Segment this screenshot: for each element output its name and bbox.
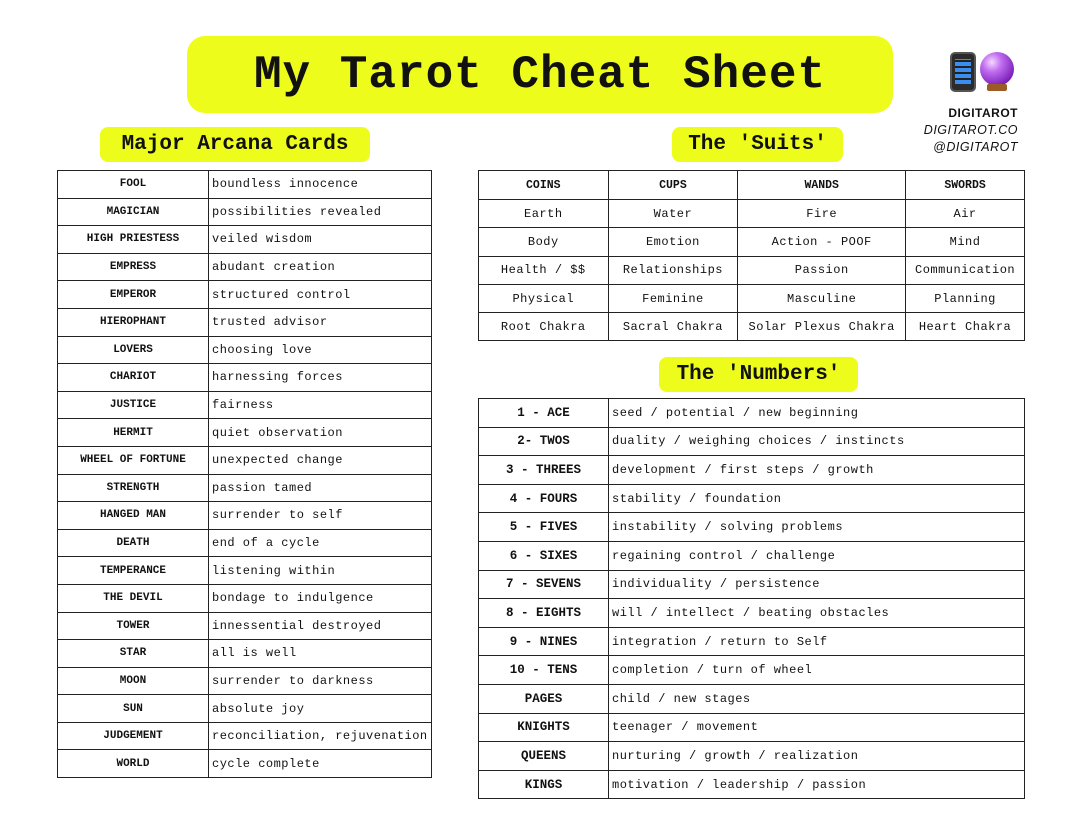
- suit-cell: Sacral Chakra: [608, 313, 738, 341]
- suit-cell: Air: [906, 200, 1025, 228]
- card-name: FOOL: [58, 171, 209, 199]
- table-row: [479, 684, 1025, 713]
- number-meaning: nurturing / growth / realization: [609, 742, 1025, 771]
- page-title: My Tarot Cheat Sheet: [253, 48, 827, 101]
- number-name: PAGES: [479, 684, 609, 713]
- card-meaning: unexpected change: [209, 446, 432, 474]
- suit-cell: Communication: [906, 256, 1025, 284]
- table-row: [479, 456, 1025, 485]
- table-row: [58, 750, 432, 778]
- number-meaning: stability / foundation: [609, 484, 1025, 513]
- brand-icons: [878, 52, 1014, 92]
- card-name: STAR: [58, 640, 209, 668]
- table-row: [479, 570, 1025, 599]
- suit-cell: Feminine: [608, 284, 738, 312]
- number-meaning: motivation / leadership / passion: [609, 770, 1025, 799]
- table-row: [58, 529, 432, 557]
- numbers-table: [478, 398, 1025, 799]
- table-row: [479, 484, 1025, 513]
- card-name: SUN: [58, 695, 209, 723]
- suits-heading: The 'Suits': [672, 127, 843, 162]
- card-meaning: end of a cycle: [209, 529, 432, 557]
- card-meaning: surrender to darkness: [209, 667, 432, 695]
- table-row: [58, 226, 432, 254]
- card-meaning: trusted advisor: [209, 308, 432, 336]
- suit-header: CUPS: [608, 171, 738, 200]
- card-name: HIEROPHANT: [58, 308, 209, 336]
- table-row: [479, 427, 1025, 456]
- number-name: KINGS: [479, 770, 609, 799]
- card-meaning: boundless innocence: [209, 171, 432, 199]
- table-row: [58, 640, 432, 668]
- table-row: [479, 200, 1025, 228]
- table-row: [58, 281, 432, 309]
- table-row: [479, 256, 1025, 284]
- card-name: HERMIT: [58, 419, 209, 447]
- suit-cell: Heart Chakra: [906, 313, 1025, 341]
- suit-cell: Physical: [479, 284, 609, 312]
- suit-header: WANDS: [738, 171, 906, 200]
- suit-cell: Fire: [738, 200, 906, 228]
- card-name: THE DEVIL: [58, 584, 209, 612]
- card-name: MAGICIAN: [58, 198, 209, 226]
- crystal-ball-icon: [980, 52, 1014, 86]
- card-name: EMPEROR: [58, 281, 209, 309]
- card-name: TEMPERANCE: [58, 557, 209, 585]
- suit-cell: Emotion: [608, 228, 738, 256]
- suit-cell: Earth: [479, 200, 609, 228]
- number-meaning: will / intellect / beating obstacles: [609, 599, 1025, 628]
- card-meaning: structured control: [209, 281, 432, 309]
- table-row: [58, 474, 432, 502]
- suit-cell: Health / $$: [479, 256, 609, 284]
- number-name: 2- TWOS: [479, 427, 609, 456]
- table-row: [58, 446, 432, 474]
- card-name: EMPRESS: [58, 253, 209, 281]
- number-meaning: instability / solving problems: [609, 513, 1025, 542]
- card-meaning: all is well: [209, 640, 432, 668]
- card-meaning: listening within: [209, 557, 432, 585]
- card-meaning: passion tamed: [209, 474, 432, 502]
- table-row: [58, 695, 432, 723]
- table-row: [58, 253, 432, 281]
- number-name: 3 - THREES: [479, 456, 609, 485]
- table-row: [58, 722, 432, 750]
- major-arcana-table: [57, 170, 432, 778]
- card-name: WHEEL OF FORTUNE: [58, 446, 209, 474]
- card-name: WORLD: [58, 750, 209, 778]
- brand-handle: @DIGITAROT: [933, 140, 1018, 154]
- suit-cell: Solar Plexus Chakra: [738, 313, 906, 341]
- table-row: [479, 770, 1025, 799]
- card-meaning: cycle complete: [209, 750, 432, 778]
- table-row: [479, 228, 1025, 256]
- table-row: [479, 399, 1025, 428]
- table-row: [58, 419, 432, 447]
- card-meaning: quiet observation: [209, 419, 432, 447]
- number-name: 7 - SEVENS: [479, 570, 609, 599]
- title-banner: [187, 36, 893, 113]
- table-row: [479, 313, 1025, 341]
- number-name: 6 - SIXES: [479, 541, 609, 570]
- card-name: LOVERS: [58, 336, 209, 364]
- card-meaning: surrender to self: [209, 502, 432, 530]
- table-row: [58, 308, 432, 336]
- table-row: [58, 391, 432, 419]
- brand-name: DIGITAROT: [948, 106, 1018, 120]
- table-row: [479, 627, 1025, 656]
- number-name: 8 - EIGHTS: [479, 599, 609, 628]
- number-name: 9 - NINES: [479, 627, 609, 656]
- number-name: 4 - FOURS: [479, 484, 609, 513]
- table-row: [58, 171, 432, 199]
- table-row: [479, 513, 1025, 542]
- suit-cell: Mind: [906, 228, 1025, 256]
- card-name: HIGH PRIESTESS: [58, 226, 209, 254]
- number-meaning: seed / potential / new beginning: [609, 399, 1025, 428]
- suit-cell: Root Chakra: [479, 313, 609, 341]
- card-name: TOWER: [58, 612, 209, 640]
- table-row: [479, 742, 1025, 771]
- table-row: [479, 656, 1025, 685]
- number-name: 1 - ACE: [479, 399, 609, 428]
- suit-header: COINS: [479, 171, 609, 200]
- number-meaning: child / new stages: [609, 684, 1025, 713]
- card-meaning: choosing love: [209, 336, 432, 364]
- number-meaning: teenager / movement: [609, 713, 1025, 742]
- card-meaning: fairness: [209, 391, 432, 419]
- numbers-heading: The 'Numbers': [659, 357, 858, 392]
- card-name: JUDGEMENT: [58, 722, 209, 750]
- card-meaning: innessential destroyed: [209, 612, 432, 640]
- brand-block: [878, 52, 1018, 154]
- table-row: [58, 364, 432, 392]
- suit-cell: Relationships: [608, 256, 738, 284]
- card-name: DEATH: [58, 529, 209, 557]
- suit-cell: Water: [608, 200, 738, 228]
- card-meaning: possibilities revealed: [209, 198, 432, 226]
- card-meaning: reconciliation, rejuvenation: [209, 722, 432, 750]
- suit-header: SWORDS: [906, 171, 1025, 200]
- number-meaning: integration / return to Self: [609, 627, 1025, 656]
- suit-cell: Passion: [738, 256, 906, 284]
- card-meaning: veiled wisdom: [209, 226, 432, 254]
- card-name: CHARIOT: [58, 364, 209, 392]
- suit-cell: Body: [479, 228, 609, 256]
- table-row: [479, 599, 1025, 628]
- table-row: [58, 198, 432, 226]
- table-row: [58, 336, 432, 364]
- table-row: [479, 713, 1025, 742]
- number-meaning: completion / turn of wheel: [609, 656, 1025, 685]
- table-row: [58, 667, 432, 695]
- mobile-phone-icon: [950, 52, 976, 92]
- suit-cell: Masculine: [738, 284, 906, 312]
- card-name: STRENGTH: [58, 474, 209, 502]
- table-row: [58, 584, 432, 612]
- number-meaning: individuality / persistence: [609, 570, 1025, 599]
- number-meaning: regaining control / challenge: [609, 541, 1025, 570]
- table-row: [479, 284, 1025, 312]
- card-name: JUSTICE: [58, 391, 209, 419]
- brand-website: DIGITAROT.CO: [923, 123, 1018, 137]
- number-meaning: duality / weighing choices / instincts: [609, 427, 1025, 456]
- number-meaning: development / first steps / growth: [609, 456, 1025, 485]
- table-row: [58, 502, 432, 530]
- card-meaning: bondage to indulgence: [209, 584, 432, 612]
- number-name: 5 - FIVES: [479, 513, 609, 542]
- card-meaning: absolute joy: [209, 695, 432, 723]
- card-meaning: harnessing forces: [209, 364, 432, 392]
- card-meaning: abudant creation: [209, 253, 432, 281]
- number-name: 10 - TENS: [479, 656, 609, 685]
- table-row: [58, 612, 432, 640]
- table-row: [479, 541, 1025, 570]
- suit-cell: Planning: [906, 284, 1025, 312]
- suits-table: [478, 170, 1025, 341]
- suit-cell: Action - POOF: [738, 228, 906, 256]
- number-name: KNIGHTS: [479, 713, 609, 742]
- card-name: HANGED MAN: [58, 502, 209, 530]
- table-row: [58, 557, 432, 585]
- major-arcana-heading: Major Arcana Cards: [100, 127, 370, 162]
- card-name: MOON: [58, 667, 209, 695]
- number-name: QUEENS: [479, 742, 609, 771]
